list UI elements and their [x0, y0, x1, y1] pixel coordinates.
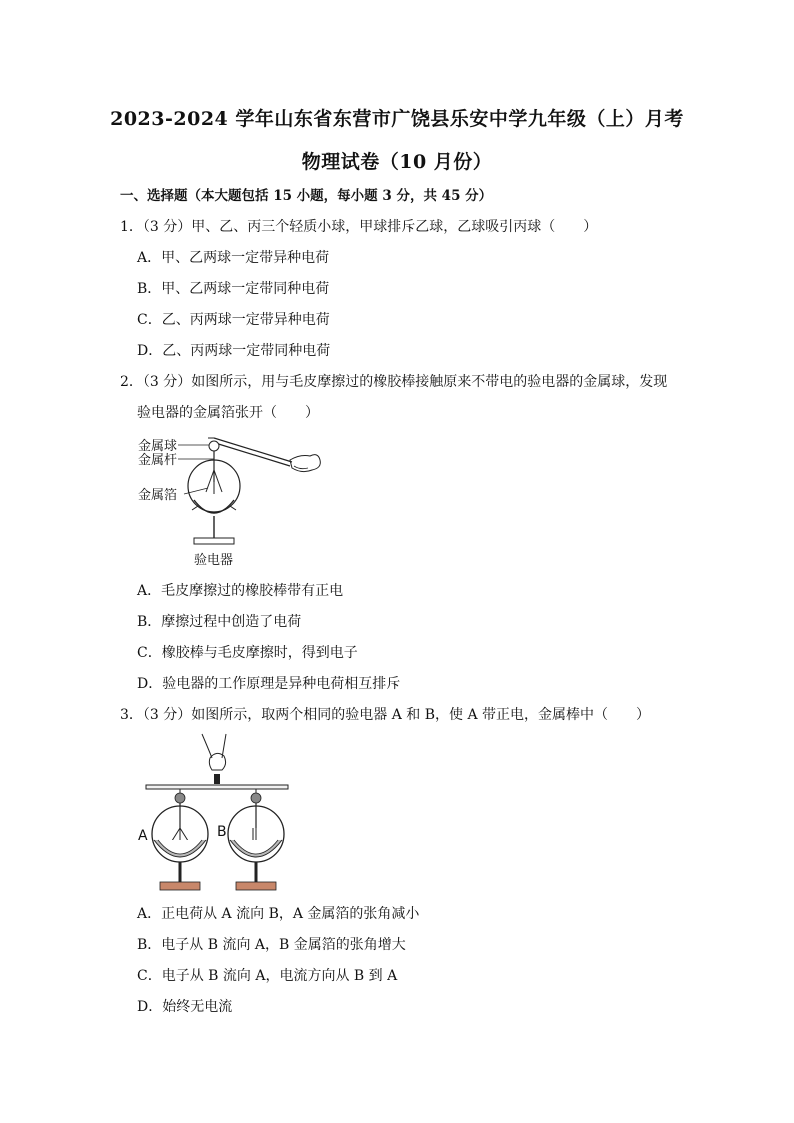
label-a: A — [138, 828, 148, 844]
two-electroscopes-figure — [132, 730, 302, 895]
question-3-stem: 3．（3 分）如图所示，取两个相同的验电器 A 和 B，使 A 带正电，金属棒中（ ） — [120, 707, 651, 723]
question-2-stem-cont: 验电器的金属箔张开（ ） — [137, 405, 319, 421]
question-1-stem: 1．（3 分）甲、乙、丙三个轻质小球，甲球排斥乙球，乙球吸引丙球（ ） — [120, 219, 598, 235]
question-3-option-b[interactable]: B．电子从 B 流向 A，B 金属箔的张角增大 — [137, 937, 406, 953]
question-2-stem: 2．（3 分）如图所示，用与毛皮摩擦过的橡胶棒接触原来不带电的验电器的金属球，发现 — [120, 374, 668, 390]
question-3-option-c[interactable]: C．电子从 B 流向 A，电流方向从 B 到 A — [137, 968, 398, 984]
question-1-option-c[interactable]: C．乙、丙两球一定带异种电荷 — [137, 312, 330, 328]
title-line-2: 物理试卷（10 月份） — [301, 151, 493, 173]
question-3-option-d[interactable]: D．始终无电流 — [137, 999, 233, 1015]
question-2-option-c[interactable]: C．橡胶棒与毛皮摩擦时，得到电子 — [137, 645, 358, 661]
question-1-option-b[interactable]: B．甲、乙两球一定带同种电荷 — [137, 281, 330, 297]
label-b: B — [217, 824, 227, 840]
label-metal-ball: 金属球 — [138, 439, 178, 454]
question-2-option-d[interactable]: D．验电器的工作原理是异种电荷相互排斥 — [137, 676, 401, 692]
question-1-option-a[interactable]: A．甲、乙两球一定带异种电荷 — [137, 250, 330, 266]
label-metal-foil: 金属箔 — [138, 488, 178, 503]
question-2-option-a[interactable]: A．毛皮摩擦过的橡胶棒带有正电 — [137, 583, 344, 599]
section-heading: 一、选择题（本大题包括 15 小题，每小题 3 分，共 45 分） — [120, 188, 493, 204]
electroscope-figure — [132, 430, 332, 570]
label-metal-rod: 金属杆 — [138, 453, 178, 468]
title-line-1: 2023-2024 学年山东省东营市广饶县乐安中学九年级（上）月考 — [110, 108, 684, 130]
question-3-option-a[interactable]: A．正电荷从 A 流向 B，A 金属箔的张角减小 — [137, 906, 420, 922]
label-electroscope: 验电器 — [194, 553, 234, 568]
question-1-option-d[interactable]: D．乙、丙两球一定带同种电荷 — [137, 343, 331, 359]
question-2-option-b[interactable]: B．摩擦过程中创造了电荷 — [137, 614, 302, 630]
